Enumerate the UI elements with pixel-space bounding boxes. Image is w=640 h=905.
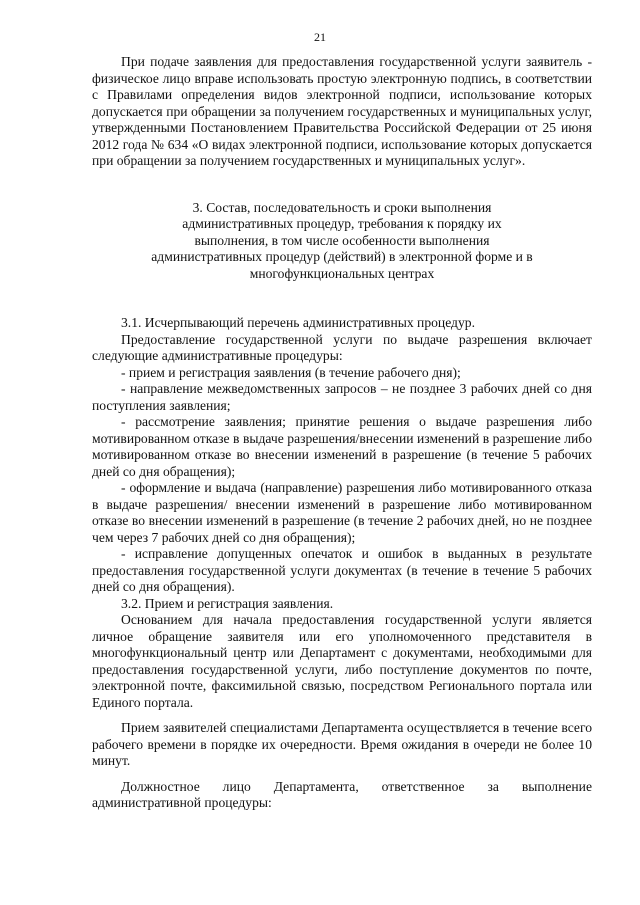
section-heading-line: административных процедур (действий) в электронной форме и в	[151, 249, 533, 264]
paragraph: Основанием для начала предоставления государственной услуги является личное обращение заявителя или его уполномоченного представителя в многофункциональный центр или Департамент с документами, необходимыми для предоставления государственной услуги, либо поступление документов по почте, электронной почте, факсимильной связью, посредством Регионального портала или Единого портала.	[92, 612, 592, 710]
paragraph: Прием заявителей специалистами Департамента осуществляется в течение всего рабочего времени в порядке их очередности. Время ожидания в очереди не более 10 минут.	[92, 720, 592, 768]
list-item: - исправление допущенных опечаток и ошибок в выданных в результате предоставления государственной услуги документах (в течение в течение 5 рабочих дней со дня обращения).	[92, 546, 592, 594]
document-body	[92, 54, 592, 812]
list-item: - прием и регистрация заявления (в течение рабочего дня);	[121, 364, 461, 380]
section-heading	[92, 200, 592, 283]
list-item: - направление межведомственных запросов – не позднее 3 рабочих дней со дня поступления заявления;	[92, 381, 592, 413]
section-heading-line: 3. Состав, последовательность и сроки выполнения	[192, 199, 492, 215]
intro-paragraph: При подаче заявления для предоставления государственной услуги заявитель - физическое лицо вправе использовать простую электронную подпись, в соответствии с Правилами определения видов электронной подписи, использование которых допускается при обращении за получением государственных и муниципальных услуг, утвержденными Постановлением Правительства Российской Федерации от 25 июня 2012 года № 634 «О видах электронной подписи, использование которых допускается при обращении за получением государственных и муниципальных услуг».	[92, 54, 592, 168]
section-heading-line: выполнения, в том числе особенности выполнения	[194, 232, 490, 248]
paragraph: Предоставление государственной услуги по выдаче разрешения включает следующие административные процедуры:	[92, 331, 592, 363]
section-heading-line: многофункциональных центрах	[249, 265, 435, 281]
subsection-title: 3.1. Исчерпывающий перечень административных процедур.	[121, 315, 475, 330]
list-item: - рассмотрение заявления; принятие решения о выдаче разрешения либо мотивированном отказе в выдаче разрешения/внесении изменений в разрешение либо мотивированном отказе во внесении изменений в разрешение (в течение 5 рабочих дней со дня обращения);	[92, 414, 592, 479]
section-heading-line: административных процедур, требования к порядку их	[182, 216, 502, 231]
subsection-title: 3.2. Прием и регистрация заявления.	[121, 595, 334, 611]
page-number: 21	[314, 30, 326, 44]
paragraph: Должностное лицо Департамента, ответственное за выполнение административной процедуры:	[92, 778, 592, 810]
list-item: - оформление и выдача (направление) разрешения либо мотивированного отказа в выдаче разрешения/ внесении изменений в разрешение либо мотивированном отказе во внесении изменений в разрешение (в течение 2 рабочих дней, но не позднее чем через 7 рабочих дней со дня обращения);	[92, 480, 592, 545]
